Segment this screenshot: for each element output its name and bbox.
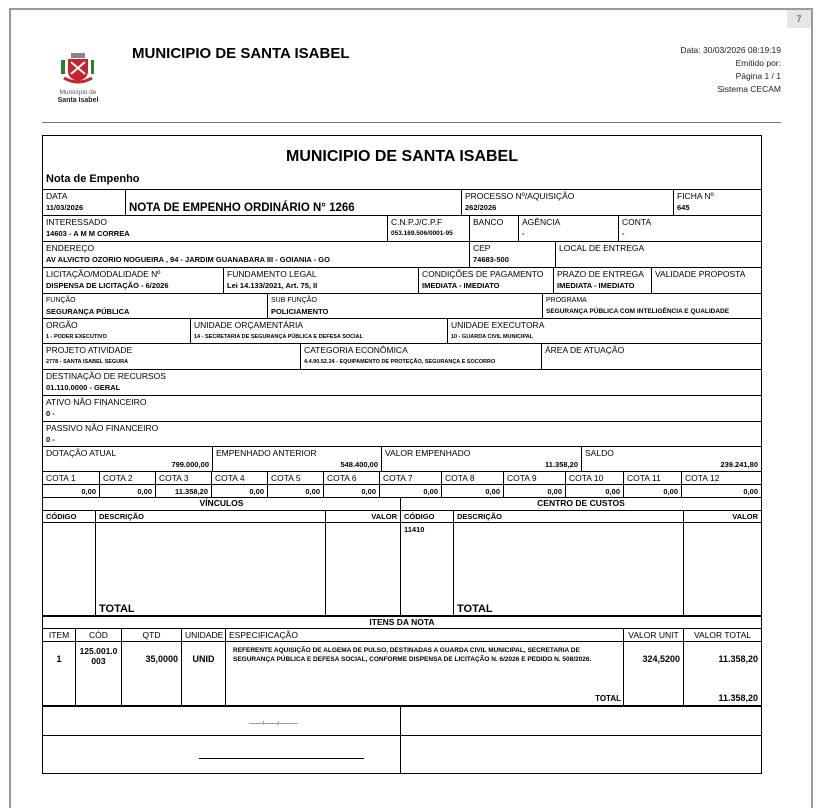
field-conta: [618, 216, 761, 241]
vinculos-col-codigo: CÓDIGO: [46, 512, 77, 521]
field-destinacao: [43, 370, 761, 395]
row-cota-labels: [43, 471, 761, 484]
field-agencia: [518, 216, 618, 241]
item-row: [43, 641, 761, 705]
field-ativo: [43, 396, 761, 421]
signature-line: [199, 758, 364, 759]
value-ficha: 645: [677, 203, 690, 212]
signature-cell: [43, 736, 400, 773]
label-cnpj: C.N.P.J/C.P.F: [391, 217, 443, 227]
cota-value: 0,00: [681, 485, 761, 497]
field-prazo: [553, 268, 651, 293]
itens-col-especificacao: ESPECIFICAÇÃO: [225, 629, 623, 641]
centro-valor-cell: [683, 523, 761, 615]
cota-value: 0,00: [81, 487, 96, 496]
vinculos-col-valor: VALOR: [325, 511, 400, 522]
value-interessado: 14603 - A M M CORREA: [46, 229, 130, 238]
label-orgao: ORGÃO: [46, 320, 78, 330]
header-meta: [680, 44, 781, 96]
field-funcao: [43, 294, 267, 318]
value-funcao: SEGURANÇA PÚBLICA: [46, 307, 130, 316]
row-interessado: [43, 215, 761, 241]
label-validade: VALIDADE PROPOSTA: [655, 269, 746, 279]
label-condicoes: CONDIÇÕES DE PAGAMENTO: [422, 269, 544, 279]
centro-codigo-value: 11410: [404, 525, 425, 534]
cota-value: 0,00: [379, 485, 441, 497]
field-cep: [469, 242, 555, 267]
value-programa: SEGURANÇA PÚBLICA COM INTELIGÊNCIA E QUALIDADE: [546, 308, 730, 315]
label-subfuncao: SUB FUNÇÃO: [271, 297, 317, 304]
date-signature-cell: [43, 707, 400, 735]
signature-right-cell-2: [400, 736, 761, 773]
field-empenhado-anterior: [212, 447, 381, 471]
itens-header: [43, 628, 761, 641]
row-header-info: [43, 189, 761, 215]
issued-by: Emitido por:: [735, 58, 781, 68]
label-area-atuacao: ÁREA DE ATUAÇÃO: [545, 345, 625, 355]
label-unidade-orcamentaria: UNIDADE ORÇAMENTÁRIA: [194, 320, 304, 330]
value-prazo: IMEDIATA - IMEDIATO: [557, 281, 635, 290]
centro-custos-title: CENTRO DE CUSTOS: [537, 498, 625, 508]
item-especificacao-cell: [225, 642, 623, 705]
header-title: MUNICIPIO DE SANTA ISABEL: [132, 45, 350, 62]
value-projeto: 2778 - SANTA ISABEL SEGURA: [46, 359, 129, 365]
vinculos-col-descricao: DESCRIÇÃO: [95, 511, 325, 522]
itens-title-row: [43, 615, 761, 628]
field-cnpj: [387, 216, 469, 241]
value-passivo: 0 -: [46, 435, 55, 444]
field-projeto: [43, 344, 300, 369]
label-categoria: CATEGORIA ECONÔMICA: [304, 345, 408, 355]
cota-value: 0,00: [441, 485, 503, 497]
label-unidade-executora: UNIDADE EXECUTORA: [451, 320, 545, 330]
value-empenhado-anterior: 548.400,00: [340, 460, 378, 469]
field-endereco: [43, 242, 469, 267]
label-destinacao: DESTINAÇÃO DE RECURSOS: [46, 371, 166, 381]
cota-value: 0,00: [323, 485, 379, 497]
item-especificacao: REFERENTE AQUISIÇÃO DE ALGEMA DE PULSO, DESTINADAS A GUARDA CIVIL MUNICIPAL, SECRETARIA DE SEGURANÇA PÚBLICA E DEFESA SOCIAL, CONFORME DISPENSA DE LICITAÇÃO N. 6/2026 E PEDIDO N. 508/2026.: [233, 647, 592, 663]
row-endereco: [43, 241, 761, 267]
field-banco: [469, 216, 518, 241]
value-ativo: 0 -: [46, 409, 55, 418]
row-destinacao: [43, 369, 761, 395]
row-projeto: [43, 343, 761, 369]
label-licitacao: LICITAÇÃO/MODALIDADE Nº: [46, 269, 161, 279]
label-fundamento: FUNDAMENTO LEGAL: [227, 269, 317, 279]
label-cep: CEP: [473, 243, 491, 253]
label-passivo: PASSIVO NÃO FINANCEIRO: [46, 423, 159, 433]
label-data: DATA: [46, 191, 68, 201]
value-valor-empenhado: 11.358,20: [545, 460, 578, 469]
field-nota-title: [125, 190, 461, 215]
field-orgao: [43, 319, 190, 343]
centro-col-codigo: CÓDIGO: [404, 512, 435, 521]
cota-label: COTA 1: [46, 473, 76, 483]
value-data: 11/03/2026: [46, 203, 84, 212]
label-programa: PROGRAMA: [546, 297, 587, 304]
label-banco: BANCO: [473, 217, 504, 227]
vinculos-descricao-cell: [95, 523, 325, 615]
field-processo: [461, 190, 673, 215]
field-dotacao: [43, 447, 212, 471]
row-passivo: [43, 421, 761, 446]
label-interessado: INTERESSADO: [46, 217, 107, 227]
centro-col-descricao: DESCRIÇÃO: [453, 511, 683, 522]
item-valor-unit: 324,5200: [623, 642, 683, 705]
centro-col-valor: VALOR: [683, 511, 761, 522]
label-dotacao: DOTAÇÃO ATUAL: [46, 448, 117, 458]
cota-label: COTA 9: [503, 472, 565, 484]
form-bottom-border: [43, 773, 761, 774]
label-projeto: PROJETO ATIVIDADE: [46, 345, 133, 355]
document-subtitle: Nota de Empenho: [46, 173, 140, 185]
cota-label: COTA 10: [565, 472, 623, 484]
cota-value: 0,00: [211, 485, 267, 497]
value-agencia: -: [522, 229, 525, 238]
row-vinculos-centro: [43, 497, 761, 615]
itens-col-unidade: UNIDADE: [181, 629, 225, 641]
label-prazo: PRAZO DE ENTREGA: [557, 269, 644, 279]
value-destinacao: 01.110.0000 - GERAL: [46, 383, 121, 392]
header-divider: [42, 122, 781, 123]
signature-row-1: [43, 705, 761, 735]
field-licitacao: [43, 268, 223, 293]
field-local-entrega: [555, 242, 761, 267]
item-valor-total-cell: [683, 642, 761, 705]
field-fundamento: [223, 268, 418, 293]
itens-col-item: ITEM: [48, 630, 70, 640]
value-processo: 262/2026: [465, 203, 497, 212]
field-data: [43, 190, 125, 215]
coat-of-arms-icon: [56, 52, 100, 88]
label-endereco: ENDEREÇO: [46, 243, 95, 253]
field-validade: [651, 268, 761, 293]
municipality-logo: [50, 52, 106, 108]
field-area-atuacao: [541, 344, 761, 369]
page-indicator: Página 1 / 1: [735, 71, 781, 81]
logo-text-line1: Município de: [59, 89, 97, 96]
nota-title: NOTA DE EMPENHO ORDINÁRIO N° 1266: [129, 202, 355, 214]
row-ativo: [43, 395, 761, 421]
value-subfuncao: POLICIAMENTO: [271, 307, 329, 316]
vinculos-body: [43, 522, 400, 615]
cota-label: COTA 3: [155, 472, 211, 484]
field-unidade-executora: [447, 319, 761, 343]
label-saldo: SALDO: [585, 448, 614, 458]
cota-label: COTA 6: [323, 472, 379, 484]
row-funcao: [43, 293, 761, 318]
label-ficha: FICHA Nº: [677, 191, 714, 201]
value-endereco: AV ALVICTO OZORIO NOGUEIRA , 94 - JARDIM GUANABARA III - GOIANIA - GO: [46, 255, 330, 264]
row-licitacao: [43, 267, 761, 293]
item-unidade: UNID: [181, 642, 225, 705]
field-passivo: [43, 422, 761, 446]
itens-col-valor-unit: VALOR UNIT: [623, 629, 683, 641]
itens-col-valor-total: VALOR TOTAL: [683, 629, 761, 641]
item-number: 1: [56, 654, 62, 664]
itens-total-label: TOTAL: [595, 694, 621, 703]
cota-value: 0,00: [267, 485, 323, 497]
cota-value: 0,00: [623, 485, 681, 497]
cota-label: COTA 2: [99, 472, 155, 484]
value-condicoes: IMEDIATA - IMEDIATO: [422, 281, 500, 290]
field-categoria: [300, 344, 541, 369]
page-number-badge: 7: [787, 10, 811, 28]
itens-title: ITENS DA NOTA: [369, 617, 435, 627]
item-cod: 125.001.0 003: [75, 642, 121, 705]
centro-descricao-cell: [453, 523, 683, 615]
centro-custos-body: [401, 522, 761, 615]
label-empenhado-anterior: EMPENHADO ANTERIOR: [216, 448, 317, 458]
cota-label: COTA 11: [623, 472, 681, 484]
item-valor-total: 11.358,20: [718, 654, 758, 664]
vinculos-title: VÍNCULOS: [199, 498, 244, 508]
label-agencia: AGÊNCIA: [522, 217, 561, 227]
signature-right-cell-1: [400, 707, 761, 735]
value-saldo: 239.241,80: [720, 460, 758, 469]
emission-date: Data: 30/03/2026 08:19:19: [680, 45, 781, 55]
signature-row-2: [43, 735, 761, 773]
cota-label: COTA 8: [441, 472, 503, 484]
nota-de-empenho-form: [42, 135, 762, 774]
cota-value: 0,00: [565, 485, 623, 497]
value-cnpj: 053.169.506/0001-95: [391, 230, 453, 237]
field-condicoes: [418, 268, 553, 293]
centro-total-label: TOTAL: [457, 603, 493, 615]
row-dotacao: [43, 446, 761, 471]
cota-value: 11.358,20: [155, 485, 211, 497]
field-subfuncao: [267, 294, 542, 318]
field-saldo: [581, 447, 761, 471]
cota-value: 0,00: [99, 485, 155, 497]
centro-custos-section: [400, 498, 761, 615]
document-title: MUNICIPIO DE SANTA ISABEL: [285, 148, 518, 165]
vinculos-valor-cell: [325, 523, 400, 615]
value-orgao: 1 - PODER EXECUTIVO: [46, 334, 107, 340]
value-cep: 74683-500: [473, 255, 509, 264]
cota-label: COTA 4: [211, 472, 267, 484]
value-unidade-orcamentaria: 14 - SECRETARIA DE SEGURANÇA PÚBLICA E DEFESA SOCIAL: [194, 334, 363, 340]
cota-value: 0,00: [503, 485, 565, 497]
logo-text-line2: Santa Isabel: [57, 97, 99, 104]
value-unidade-executora: 10 - GUARDA CIVIL MUNICIPAL: [451, 334, 534, 340]
cota-label: COTA 5: [267, 472, 323, 484]
field-ficha: [673, 190, 761, 215]
centro-custos-header: [401, 510, 761, 522]
value-categoria: 4.4.90.52.24 - EQUIPAMENTO DE PROTEÇÃO, SEGURANÇA E SOCORRO: [304, 359, 496, 365]
vinculos-codigo-cell: [43, 523, 95, 615]
vinculos-header: [43, 510, 400, 522]
row-cota-values: [43, 484, 761, 497]
system-name: Sistema CECAM: [717, 84, 781, 94]
label-ativo: ATIVO NÃO FINANCEIRO: [46, 397, 147, 407]
label-processo: PROCESSO Nº/AQUISIÇÃO: [465, 191, 575, 201]
field-interessado: [43, 216, 387, 241]
itens-col-cod: CÓD: [75, 629, 121, 641]
cota-label: COTA 7: [379, 472, 441, 484]
field-programa: [542, 294, 761, 318]
cota-label: COTA 12: [681, 472, 761, 484]
value-fundamento: Lei 14.133/2021, Art. 75, II: [227, 281, 318, 290]
label-local-entrega: LOCAL DE ENTREGA: [559, 243, 645, 253]
vinculos-section: [43, 498, 400, 615]
row-orgao: [43, 318, 761, 343]
field-valor-empenhado: [381, 447, 581, 471]
field-unidade-orcamentaria: [190, 319, 447, 343]
label-valor-empenhado: VALOR EMPENHADO: [385, 448, 471, 458]
item-qtd: 35,0000: [121, 642, 181, 705]
value-licitacao: DISPENSA DE LICITAÇÃO - 6/2026: [46, 281, 169, 290]
value-conta: -: [622, 229, 625, 238]
label-funcao: FUNÇÃO: [46, 297, 76, 304]
itens-total-value: 11.358,20: [718, 693, 758, 703]
label-conta: CONTA: [622, 217, 652, 227]
vinculos-total-label: TOTAL: [99, 603, 135, 615]
itens-col-qtd: QTD: [121, 629, 181, 641]
date-placeholder: ----------/----------/--------------: [249, 721, 298, 727]
value-dotacao: 799.000,00: [171, 460, 209, 469]
